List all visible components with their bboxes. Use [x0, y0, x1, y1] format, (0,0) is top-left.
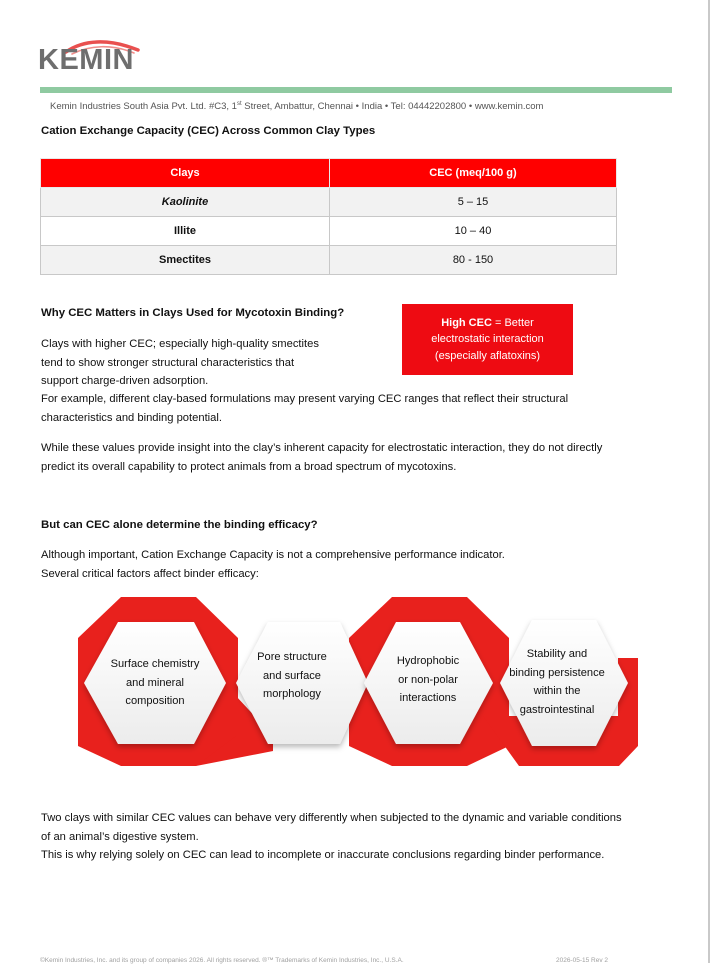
table-row	[41, 217, 617, 246]
text-line: tend to show stronger structural characteristics that	[41, 356, 295, 369]
factor-line: Surface chemistry	[110, 658, 200, 671]
section-title-binding-efficacy: But can CEC alone determine the binding efficacy?	[41, 519, 318, 531]
factor-line: Stability and	[526, 648, 588, 660]
clay-name-cell: Smectites	[41, 246, 330, 275]
text-line: predict its overall capability to protect animals from a broad spectrum of mycotoxins.	[41, 460, 457, 473]
text-line: This is why relying solely on CEC can lead to incomplete or inaccurate conclusions regarding binder performance.	[41, 849, 605, 861]
column-header-clays: Clays	[41, 159, 330, 188]
table-row	[41, 188, 617, 217]
cec-value-cell: 80 - 150	[330, 246, 617, 275]
paragraph-factors-intro	[41, 546, 505, 583]
company-address: Kemin Industries South Asia Pvt. Ltd. #C3, 1st Street, Ambattur, Chennai • India • Tel: 04442202800 • www.kemin.com	[50, 101, 544, 113]
cec-value-cell: 10 – 40	[330, 217, 617, 246]
footer-copyright: ©Kemin Industries, Inc. and its group of companies 2026. All rights reserved. ®™ Trademarks of Kemin Industries, Inc., U.S.A.	[40, 957, 404, 964]
kemin-logo	[38, 38, 148, 78]
logo-text: KEMIN	[38, 44, 134, 76]
text-line: Several critical factors affect binder efficacy:	[41, 567, 259, 580]
callout-line3: (especially aflatoxins)	[434, 349, 541, 362]
factor-line: Pore structure	[257, 651, 327, 663]
factor-line: composition	[125, 695, 185, 708]
factor-line: interactions	[399, 692, 457, 705]
factor-line: and surface	[263, 669, 321, 682]
factor-surface-chemistry	[96, 650, 214, 716]
section-title-why-cec: Why CEC Matters in Clays Used for Mycotoxin Binding?	[41, 307, 345, 319]
callout-line2: electrostatic interaction	[431, 333, 544, 346]
cec-table	[40, 158, 617, 275]
factor-line: Hydrophobic	[396, 655, 460, 668]
paragraph-insight	[41, 439, 602, 476]
footer-revision: 2026-05-15 Rev 2	[556, 957, 609, 964]
paragraph-higher-cec	[41, 335, 319, 391]
factor-pore-structure	[233, 648, 351, 706]
text-line: of an animal’s digestive system.	[41, 830, 199, 843]
table-row	[41, 246, 617, 275]
factor-line: morphology	[263, 688, 321, 700]
factor-line: within the	[533, 685, 581, 697]
callout-bold: High CEC	[441, 316, 492, 329]
binder-factors-diagram	[78, 596, 640, 768]
factor-line: binding persistence	[509, 666, 605, 679]
cec-value-cell: 5 – 15	[330, 188, 617, 217]
text-line: support charge-driven adsorption.	[41, 375, 209, 387]
header-rule	[40, 87, 672, 93]
text-line: characteristics and binding potential.	[41, 411, 222, 424]
factor-line: gastrointestinal	[519, 703, 595, 716]
factor-hydrophobic	[369, 650, 487, 710]
high-cec-callout	[402, 304, 573, 375]
paragraph-conclusion	[41, 809, 622, 865]
paragraph-example	[41, 390, 568, 427]
text-line: Clays with higher CEC; especially high-quality smectites	[41, 338, 319, 350]
factor-line: and mineral	[126, 676, 184, 689]
table-header-row	[41, 159, 617, 188]
text-line: For example, different clay-based formulations may present varying CEC ranges that reflect their structural	[41, 393, 569, 405]
clay-name-cell: Kaolinite	[41, 188, 330, 217]
text-line: Two clays with similar CEC values can behave very differently when subjected to the dynamic and variable conditions	[41, 812, 622, 824]
text-line: While these values provide insight into the clay’s inherent capacity for electrostatic interaction, they do not directly	[41, 442, 603, 454]
text-line: Although important, Cation Exchange Capacity is not a comprehensive performance indicator.	[41, 549, 505, 561]
column-header-cec: CEC (meq/100 g)	[330, 159, 617, 188]
factor-stability	[498, 644, 616, 720]
clay-name-cell: Illite	[41, 217, 330, 246]
factor-line: or non-polar	[398, 673, 458, 686]
section-title-cec: Cation Exchange Capacity (CEC) Across Common Clay Types	[41, 125, 376, 137]
callout-line1: = Better	[491, 316, 534, 329]
